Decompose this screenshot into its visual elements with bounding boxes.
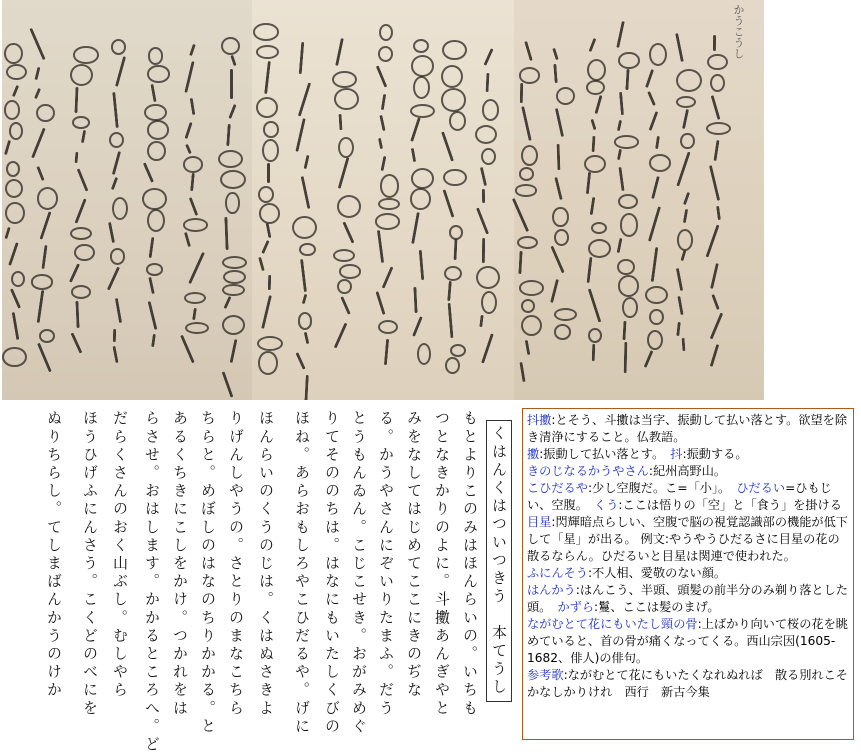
transcription-column: りげんしやうの。さとりのまなこちら [227, 410, 245, 718]
transcription-column: だらくさんのおく山ぶし。むしやら [111, 410, 129, 700]
note-term: こひだるや [527, 481, 588, 495]
note-term: 抖 [670, 447, 683, 461]
note-term: ふにんそう [527, 566, 588, 580]
note-text: :鬘、ここは髪のまげ。 [594, 600, 720, 614]
transcription-column: つとなきかりのよに。斗擻あんぎやと [433, 410, 451, 718]
note-entry [527, 446, 848, 463]
note-entry [527, 616, 848, 667]
transcription-column: る。かうやさんにぞいりたまふ。だう [377, 410, 395, 718]
transcription-column: ちらと。めぼしのはなのちりかかる。と [199, 410, 217, 736]
note-term: はんかう [527, 583, 576, 597]
note-entry [527, 667, 848, 701]
transcription-column: ほんらいのくうのじは。くはぬさきよ [257, 410, 275, 718]
transcription-column: りてそののちは。はなにもいたしくびの [323, 410, 341, 736]
note-text: :閃輝暗点らしい、空腹で脳の視覚認識部の機能が低下して「星」が出る。 例文:やうやうひだるさに目星の花の散るならん。ひだるいと目星は関連で使われた。 [527, 515, 848, 563]
note-text: :ながむとて花にもいたくなれぬれば 散る別れこそかなしかりけれ 西行 新古今集 [527, 668, 848, 699]
note-entry [527, 565, 848, 582]
note-text: :ここは悟りの「空」と「食う」を掛ける [618, 498, 842, 512]
transcription-column: とうもんゐん。こじこせき。おがみめぐ [350, 410, 368, 736]
manuscript-scan [2, 0, 764, 400]
note-term: 擻 [527, 447, 540, 461]
note-text: :振動して払い落とす。 [539, 447, 659, 461]
note-term: かずら [557, 600, 595, 614]
transcription-title: くはんくはついつきう 本てうし [486, 420, 512, 702]
transcription-column: あるくちきにこしをかけ。つかれをは [171, 410, 189, 718]
note-text: :少し空腹だ。こ=「小」。 [587, 481, 725, 495]
transcription-block [0, 402, 520, 754]
transcription-column: ぬりちらし。てしまばんかうのけか [45, 410, 63, 700]
note-term: ながむとて花にもいたし頸の骨 [527, 617, 698, 631]
manuscript-side-note: かうこうし [732, 4, 745, 59]
transcription-column: ほね。あらおもしろやこひだるや。げに [293, 410, 311, 736]
note-entry [527, 514, 848, 565]
note-text: :はんこう、半頭、頭髪の前半分のみ剃り落とした頭。 [527, 583, 848, 614]
transcription-column: らさせ。おはします。かかるところへ。ど [143, 410, 161, 754]
note-text: :紀州高野山。 [648, 464, 727, 478]
note-term: くう [594, 498, 619, 512]
note-term: 目星 [527, 515, 552, 529]
note-text: :とそう、斗擻は当字、振動して払い落とす。欲望を除き清浄にすること。仏教語。 [527, 413, 848, 444]
note-text: :上ばかり向いて桜の花を眺めていると、首の骨が痛くなってくる。西山宗因(1605-1682、俳人)の俳句。 [527, 617, 848, 665]
note-term: 参考歌 [527, 668, 564, 682]
transcription-column: みをなしてはじめてここにきのぢな [405, 410, 423, 700]
note-entry [527, 480, 848, 514]
transcription-column: ほうひげふにんさう。こくどのべにを [81, 410, 99, 718]
transcription-column: もとよりこのみはほんらいの。いちも [461, 410, 479, 718]
note-text: =ひもじい、空腹。 [527, 481, 832, 512]
note-text: :振動する。 [682, 447, 748, 461]
note-text: :不人相、愛敬のない顔。 [587, 566, 727, 580]
note-entry [527, 463, 848, 480]
note-entry [527, 412, 848, 446]
note-entry [527, 582, 848, 616]
note-term: きのじなるかうやさん [527, 464, 649, 478]
notes-box [522, 408, 854, 740]
note-term: 抖擻 [527, 413, 552, 427]
note-term: ひだるい [736, 481, 786, 495]
